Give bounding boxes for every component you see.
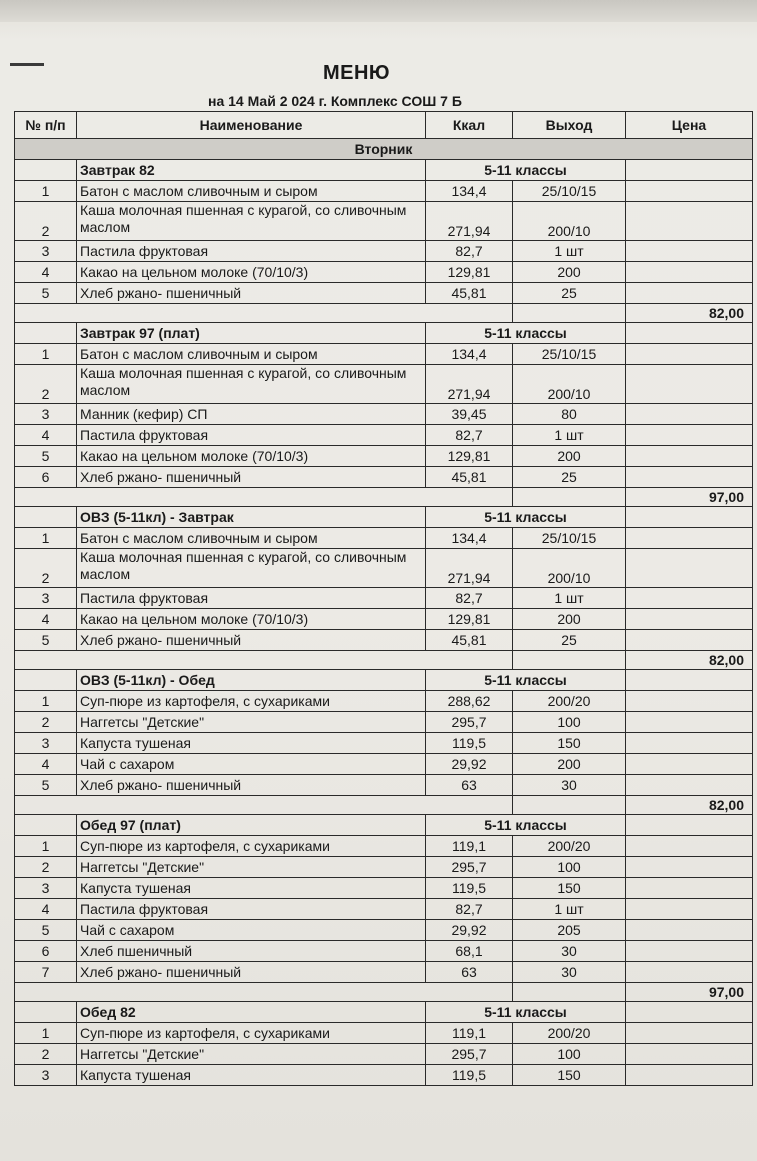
item-kcal: 82,7 [426, 241, 513, 262]
menu-item-row [15, 344, 753, 365]
header-row [15, 112, 753, 139]
item-output: 200 [513, 262, 626, 283]
total-blank [15, 651, 513, 670]
item-kcal: 45,81 [426, 630, 513, 651]
item-name: Каша молочная пшенная с курагой, со сливочным маслом [77, 549, 426, 588]
menu-item-row [15, 1023, 753, 1044]
section-number-cell [15, 160, 77, 181]
section-number-cell [15, 323, 77, 344]
item-number: 6 [15, 941, 77, 962]
item-kcal: 129,81 [426, 446, 513, 467]
item-name: Капуста тушеная [77, 878, 426, 899]
section-total-price: 82,00 [626, 796, 753, 815]
item-number: 4 [15, 262, 77, 283]
item-number: 1 [15, 181, 77, 202]
section-name: ОВЗ (5-11кл) - Завтрак [77, 507, 426, 528]
item-number: 2 [15, 1044, 77, 1065]
total-output-blank [513, 651, 626, 670]
item-output: 25 [513, 630, 626, 651]
item-number: 1 [15, 691, 77, 712]
item-output: 1 шт [513, 899, 626, 920]
item-number: 1 [15, 1023, 77, 1044]
item-name: Батон с маслом сливочным и сыром [77, 528, 426, 549]
item-number: 4 [15, 899, 77, 920]
item-name: Чай с сахаром [77, 920, 426, 941]
item-price [626, 283, 753, 304]
item-output: 100 [513, 857, 626, 878]
item-price [626, 181, 753, 202]
item-price [626, 467, 753, 488]
item-name: Капуста тушеная [77, 1065, 426, 1086]
item-price [626, 630, 753, 651]
col-price: Цена [626, 112, 753, 139]
section-header-row [15, 1002, 753, 1023]
item-price [626, 1065, 753, 1086]
section-header-row [15, 670, 753, 691]
item-number: 5 [15, 283, 77, 304]
item-number: 4 [15, 609, 77, 630]
item-kcal: 82,7 [426, 588, 513, 609]
menu-item-row [15, 754, 753, 775]
item-number: 2 [15, 549, 77, 588]
item-number: 3 [15, 588, 77, 609]
menu-item-row [15, 941, 753, 962]
item-kcal: 29,92 [426, 754, 513, 775]
item-kcal: 119,5 [426, 878, 513, 899]
menu-item-row [15, 365, 753, 404]
total-output-blank [513, 983, 626, 1002]
section-total-row [15, 651, 753, 670]
total-output-blank [513, 304, 626, 323]
section-total-price: 82,00 [626, 651, 753, 670]
item-price [626, 404, 753, 425]
item-output: 1 шт [513, 425, 626, 446]
item-name: Капуста тушеная [77, 733, 426, 754]
col-kcal: Ккал [426, 112, 513, 139]
item-output: 200/10 [513, 549, 626, 588]
item-output: 200/20 [513, 836, 626, 857]
section-total-price: 97,00 [626, 488, 753, 507]
item-price [626, 344, 753, 365]
menu-item-row [15, 241, 753, 262]
item-price [626, 425, 753, 446]
menu-item-row [15, 920, 753, 941]
menu-item-row [15, 733, 753, 754]
total-blank [15, 796, 513, 815]
menu-item-row [15, 691, 753, 712]
item-name: Какао на цельном молоке (70/10/3) [77, 262, 426, 283]
item-kcal: 134,4 [426, 181, 513, 202]
section-header-row [15, 507, 753, 528]
item-output: 1 шт [513, 241, 626, 262]
section-price-cell [626, 670, 753, 691]
item-name: Чай с сахаром [77, 754, 426, 775]
item-number: 4 [15, 754, 77, 775]
section-total-price: 82,00 [626, 304, 753, 323]
day-label: Вторник [15, 139, 753, 160]
menu-item-row [15, 712, 753, 733]
menu-item-row [15, 1044, 753, 1065]
section-classes: 5-11 классы [426, 507, 626, 528]
item-number: 5 [15, 630, 77, 651]
item-kcal: 295,7 [426, 857, 513, 878]
item-name: Хлеб ржано- пшеничный [77, 467, 426, 488]
item-output: 25/10/15 [513, 528, 626, 549]
item-kcal: 119,1 [426, 836, 513, 857]
item-price [626, 775, 753, 796]
item-price [626, 691, 753, 712]
item-output: 25/10/15 [513, 344, 626, 365]
menu-item-row [15, 962, 753, 983]
item-price [626, 202, 753, 241]
item-kcal: 82,7 [426, 899, 513, 920]
section-header-row [15, 160, 753, 181]
item-price [626, 528, 753, 549]
item-price [626, 962, 753, 983]
section-total-row [15, 983, 753, 1002]
page-title [0, 62, 757, 85]
item-kcal: 129,81 [426, 262, 513, 283]
item-price [626, 941, 753, 962]
item-name: Суп-пюре из картофеля, с сухариками [77, 1023, 426, 1044]
item-name: Хлеб ржано- пшеничный [77, 775, 426, 796]
menu-item-row [15, 1065, 753, 1086]
section-price-cell [626, 507, 753, 528]
item-name: Наггетсы "Детские" [77, 712, 426, 733]
item-price [626, 878, 753, 899]
item-kcal: 295,7 [426, 1044, 513, 1065]
day-row [15, 139, 753, 160]
menu-item-row [15, 404, 753, 425]
item-name: Хлеб ржано- пшеничный [77, 962, 426, 983]
item-price [626, 262, 753, 283]
section-classes: 5-11 классы [426, 160, 626, 181]
total-output-blank [513, 488, 626, 507]
item-output: 205 [513, 920, 626, 941]
item-kcal: 119,5 [426, 733, 513, 754]
item-number: 2 [15, 202, 77, 241]
item-output: 25 [513, 467, 626, 488]
item-kcal: 129,81 [426, 609, 513, 630]
item-name: Батон с маслом сливочным и сыром [77, 181, 426, 202]
section-total-row [15, 304, 753, 323]
menu-item-row [15, 857, 753, 878]
section-price-cell [626, 323, 753, 344]
item-number: 3 [15, 733, 77, 754]
item-kcal: 119,5 [426, 1065, 513, 1086]
item-name: Каша молочная пшенная с курагой, со сливочным маслом [77, 365, 426, 404]
section-total-row [15, 796, 753, 815]
item-price [626, 733, 753, 754]
menu-item-row [15, 425, 753, 446]
item-kcal: 134,4 [426, 528, 513, 549]
item-number: 4 [15, 425, 77, 446]
item-name: Пастила фруктовая [77, 425, 426, 446]
menu-table [14, 111, 753, 1086]
item-number: 6 [15, 467, 77, 488]
item-number: 2 [15, 365, 77, 404]
item-kcal: 63 [426, 962, 513, 983]
section-name: Завтрак 97 (плат) [77, 323, 426, 344]
menu-item-row [15, 899, 753, 920]
section-number-cell [15, 507, 77, 528]
total-blank [15, 983, 513, 1002]
item-price [626, 588, 753, 609]
section-classes: 5-11 классы [426, 815, 626, 836]
item-output: 150 [513, 733, 626, 754]
item-name: Суп-пюре из картофеля, с сухариками [77, 836, 426, 857]
item-output: 200/10 [513, 202, 626, 241]
item-kcal: 29,92 [426, 920, 513, 941]
section-header-row [15, 323, 753, 344]
total-output-blank [513, 796, 626, 815]
item-output: 1 шт [513, 588, 626, 609]
item-price [626, 899, 753, 920]
section-name: ОВЗ (5-11кл) - Обед [77, 670, 426, 691]
menu-item-row [15, 202, 753, 241]
menu-item-row [15, 878, 753, 899]
item-output: 200 [513, 446, 626, 467]
item-price [626, 754, 753, 775]
menu-item-row [15, 528, 753, 549]
item-kcal: 288,62 [426, 691, 513, 712]
item-number: 2 [15, 857, 77, 878]
item-name: Хлеб ржано- пшеничный [77, 283, 426, 304]
item-output: 100 [513, 1044, 626, 1065]
menu-item-row [15, 549, 753, 588]
section-price-cell [626, 815, 753, 836]
item-kcal: 271,94 [426, 202, 513, 241]
item-output: 200/20 [513, 1023, 626, 1044]
menu-subtitle: на 14 Май 2 024 г. Комплекс СОШ 7 Б [208, 93, 462, 109]
menu-item-row [15, 836, 753, 857]
col-name: Наименование [77, 112, 426, 139]
item-output: 25/10/15 [513, 181, 626, 202]
section-number-cell [15, 815, 77, 836]
menu-item-row [15, 446, 753, 467]
item-number: 1 [15, 836, 77, 857]
item-name: Наггетсы "Детские" [77, 857, 426, 878]
item-price [626, 549, 753, 588]
item-name: Наггетсы "Детские" [77, 1044, 426, 1065]
item-output: 80 [513, 404, 626, 425]
item-output: 25 [513, 283, 626, 304]
item-output: 30 [513, 962, 626, 983]
section-price-cell [626, 1002, 753, 1023]
item-price [626, 1044, 753, 1065]
item-kcal: 271,94 [426, 365, 513, 404]
item-kcal: 45,81 [426, 283, 513, 304]
title-text: МЕНЮ [322, 62, 391, 84]
item-output: 200 [513, 609, 626, 630]
item-output: 200 [513, 754, 626, 775]
item-kcal: 39,45 [426, 404, 513, 425]
item-name: Пастила фруктовая [77, 241, 426, 262]
item-name: Пастила фруктовая [77, 588, 426, 609]
item-output: 150 [513, 878, 626, 899]
menu-item-row [15, 262, 753, 283]
item-output: 30 [513, 775, 626, 796]
item-name: Суп-пюре из картофеля, с сухариками [77, 691, 426, 712]
item-name: Хлеб ржано- пшеничный [77, 630, 426, 651]
item-name: Хлеб пшеничный [77, 941, 426, 962]
item-output: 200/10 [513, 365, 626, 404]
item-number: 5 [15, 920, 77, 941]
item-output: 200/20 [513, 691, 626, 712]
item-name: Пастила фруктовая [77, 899, 426, 920]
section-name: Обед 82 [77, 1002, 426, 1023]
section-total-row [15, 488, 753, 507]
item-price [626, 836, 753, 857]
item-output: 30 [513, 941, 626, 962]
item-number: 1 [15, 344, 77, 365]
total-blank [15, 304, 513, 323]
menu-item-row [15, 609, 753, 630]
item-number: 3 [15, 878, 77, 899]
item-number: 3 [15, 1065, 77, 1086]
item-kcal: 295,7 [426, 712, 513, 733]
menu-item-row [15, 630, 753, 651]
item-price [626, 446, 753, 467]
item-kcal: 134,4 [426, 344, 513, 365]
section-classes: 5-11 классы [426, 670, 626, 691]
col-output: Выход [513, 112, 626, 139]
item-name: Каша молочная пшенная с курагой, со сливочным маслом [77, 202, 426, 241]
item-price [626, 712, 753, 733]
item-kcal: 82,7 [426, 425, 513, 446]
section-total-price: 97,00 [626, 983, 753, 1002]
item-name: Какао на цельном молоке (70/10/3) [77, 446, 426, 467]
item-price [626, 1023, 753, 1044]
item-name: Манник (кефир) СП [77, 404, 426, 425]
paper-top-edge [0, 0, 757, 22]
item-number: 2 [15, 712, 77, 733]
item-name: Какао на цельном молоке (70/10/3) [77, 609, 426, 630]
item-kcal: 271,94 [426, 549, 513, 588]
section-name: Обед 97 (плат) [77, 815, 426, 836]
item-price [626, 365, 753, 404]
section-name: Завтрак 82 [77, 160, 426, 181]
item-price [626, 609, 753, 630]
item-number: 7 [15, 962, 77, 983]
item-number: 3 [15, 241, 77, 262]
item-price [626, 920, 753, 941]
menu-item-row [15, 775, 753, 796]
menu-item-row [15, 181, 753, 202]
item-number: 3 [15, 404, 77, 425]
menu-item-row [15, 588, 753, 609]
item-kcal: 63 [426, 775, 513, 796]
item-output: 100 [513, 712, 626, 733]
item-price [626, 241, 753, 262]
menu-body [15, 139, 753, 1086]
item-name: Батон с маслом сливочным и сыром [77, 344, 426, 365]
section-classes: 5-11 классы [426, 1002, 626, 1023]
item-number: 1 [15, 528, 77, 549]
section-number-cell [15, 1002, 77, 1023]
item-number: 5 [15, 775, 77, 796]
section-classes: 5-11 классы [426, 323, 626, 344]
item-price [626, 857, 753, 878]
menu-item-row [15, 283, 753, 304]
item-kcal: 119,1 [426, 1023, 513, 1044]
section-number-cell [15, 670, 77, 691]
menu-item-row [15, 467, 753, 488]
item-kcal: 45,81 [426, 467, 513, 488]
col-number: № п/п [15, 112, 77, 139]
item-number: 5 [15, 446, 77, 467]
item-kcal: 68,1 [426, 941, 513, 962]
section-header-row [15, 815, 753, 836]
total-blank [15, 488, 513, 507]
section-price-cell [626, 160, 753, 181]
item-output: 150 [513, 1065, 626, 1086]
